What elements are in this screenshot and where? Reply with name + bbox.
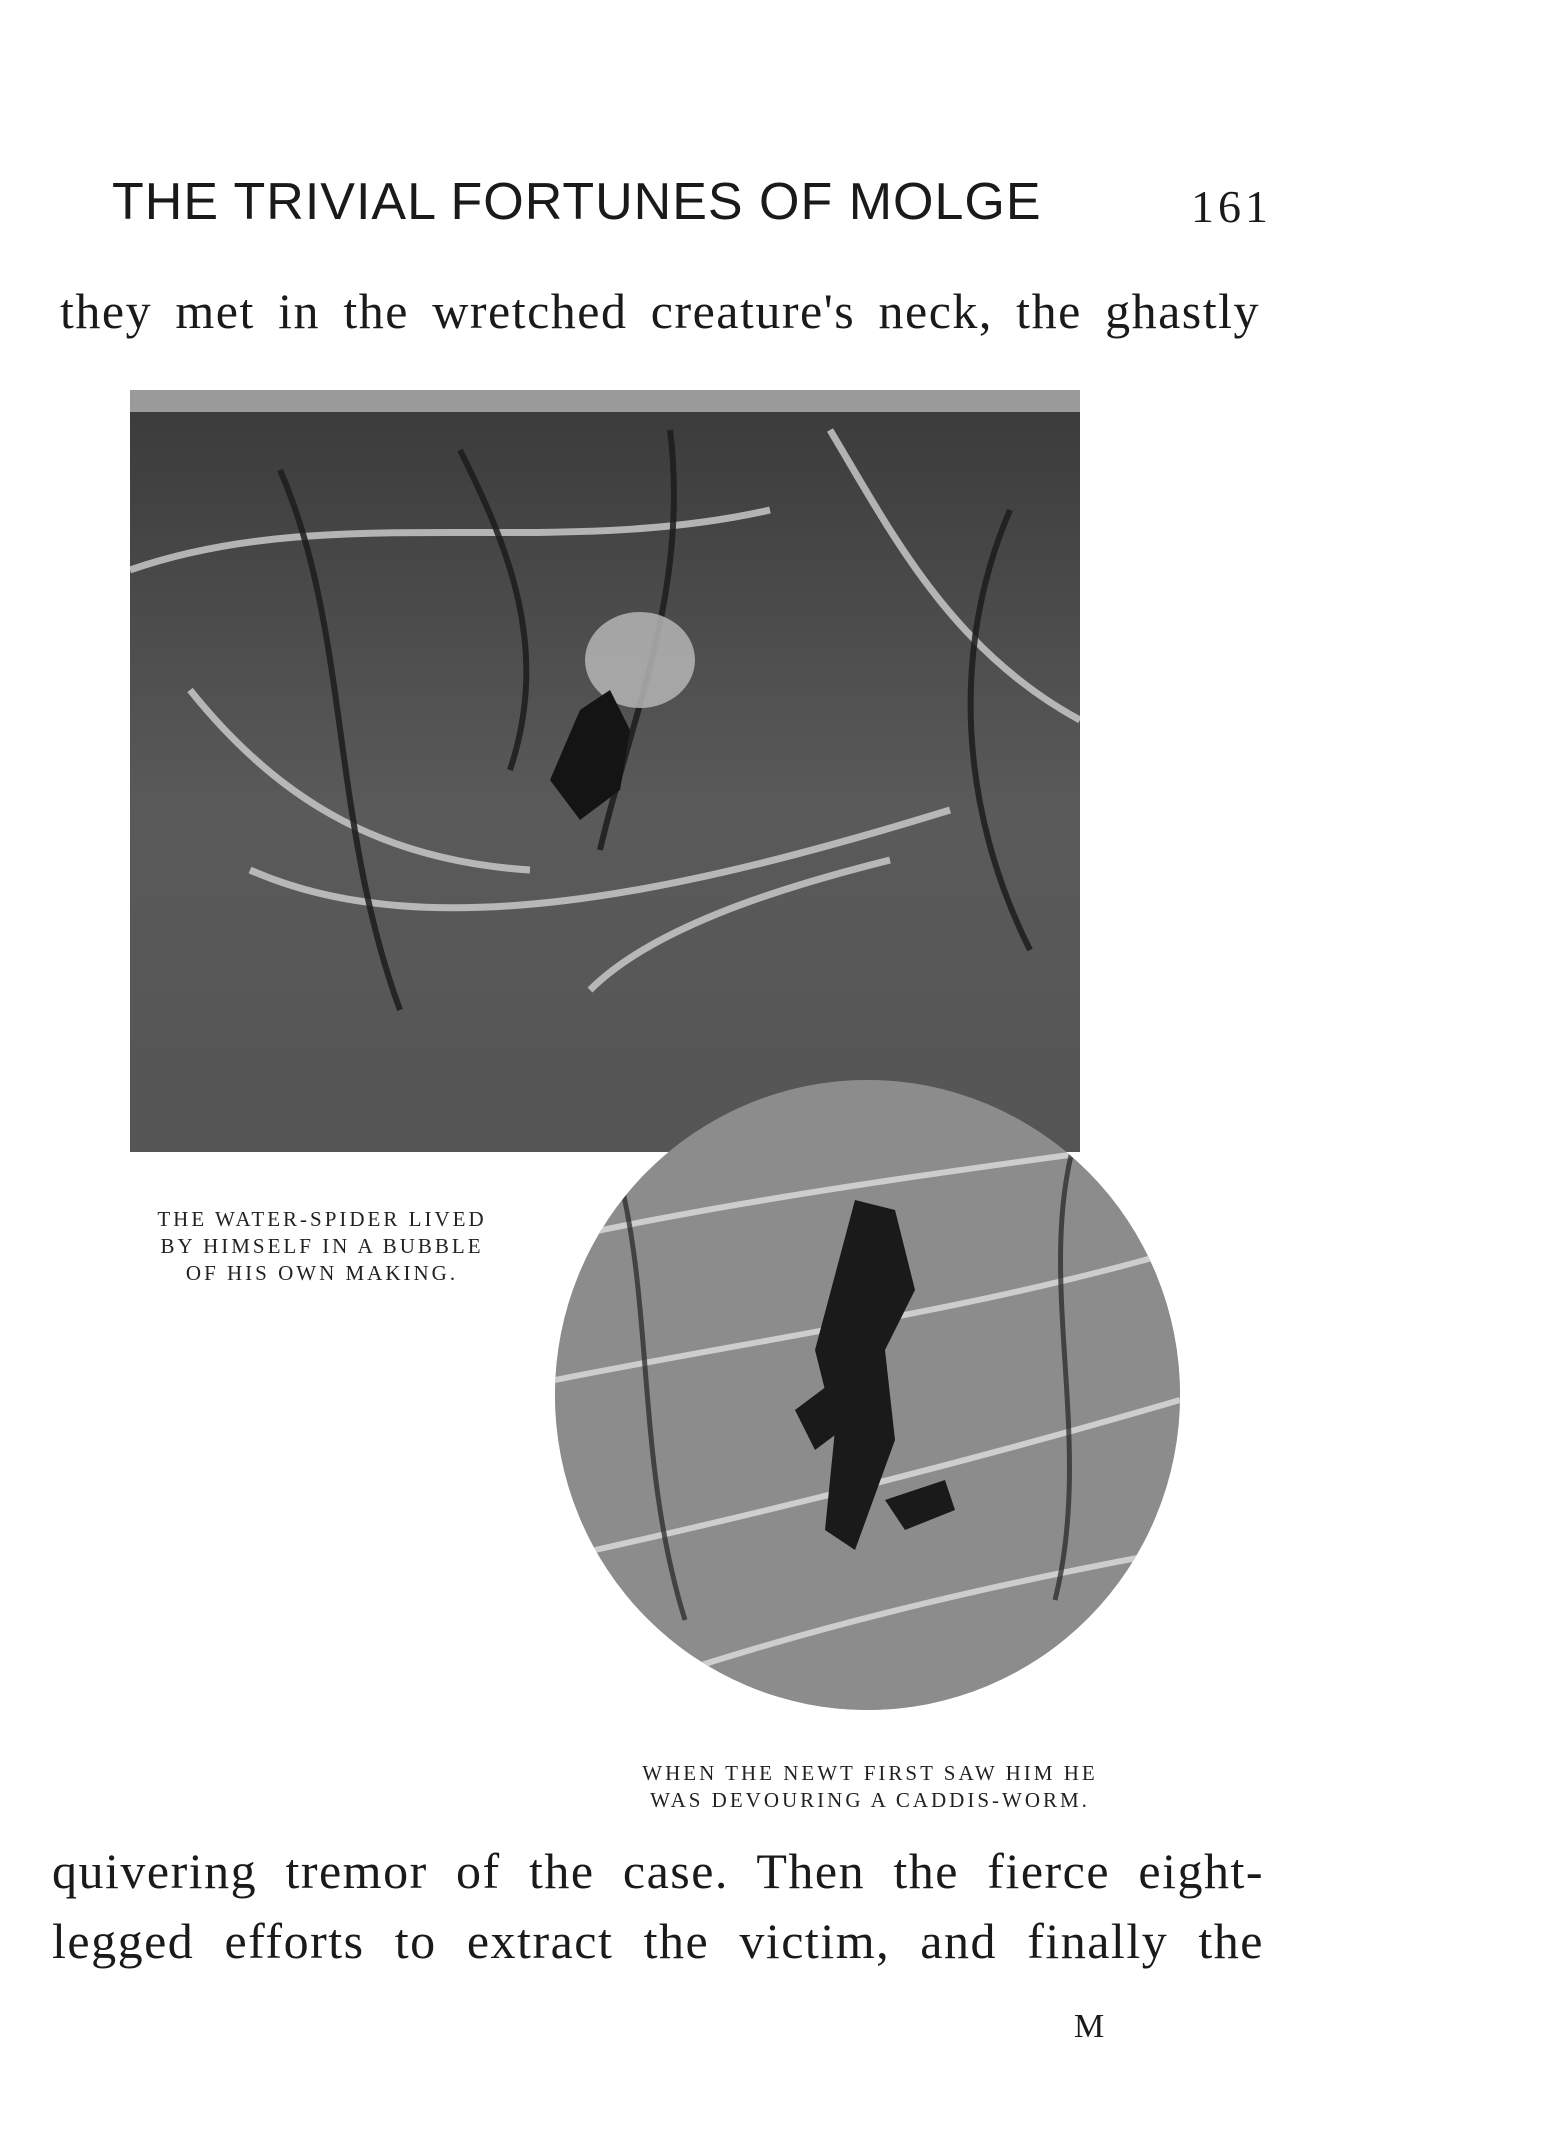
body-text-line-top: they met in the wretched creature's neck, the ghastly [60, 283, 1260, 339]
photo-newt-and-spider [555, 1080, 1180, 1710]
caption-line: BY HIMSELF IN A BUBBLE [160, 1234, 484, 1258]
body-text-line-bottom-2: legged efforts to extract the victim, and finally the [52, 1913, 1264, 1969]
body-text-line-bottom-1: quivering tremor of the case. Then the fierce eight- [52, 1843, 1264, 1899]
caption-water-spider [112, 1206, 532, 1287]
caption-line: THE WATER-SPIDER LIVED [157, 1207, 487, 1231]
running-head [112, 172, 1272, 242]
page-number: 161 [1191, 181, 1272, 232]
photo-water-spider-bubble [130, 390, 1080, 1152]
caption-line: OF HIS OWN MAKING. [185, 1261, 459, 1285]
caption-line: WAS DEVOURING A CADDIS-WORM. [650, 1788, 1090, 1812]
caption-line: WHEN THE NEWT FIRST SAW HIM HE [642, 1761, 1098, 1785]
caption-newt [560, 1760, 1180, 1814]
running-title: THE TRIVIAL FORTUNES OF MOLGE [112, 173, 1042, 231]
signature-mark: M [1074, 2008, 1107, 2045]
